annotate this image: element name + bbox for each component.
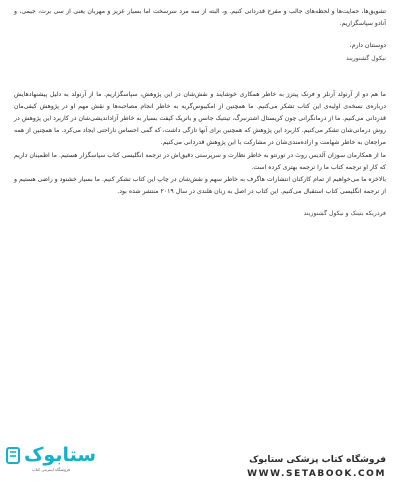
- store-footer: [0, 435, 400, 497]
- logo-wordmark: ستابوک: [23, 444, 97, 466]
- store-name: فروشگاه کتاب پزشکی ستابوک: [249, 455, 386, 465]
- opening-paragraph: تشویق‌ها، حمایت‌ها و لحظه‌های جالب و مفرح قدردانی کنیم. و، البته از سه مرد سرسخت اما بسیار عزیز و مهربان یعنی از سی برت، جیمی، و آنادو سپاسگزاریم.: [14, 8, 386, 28]
- page-text: [14, 6, 386, 220]
- first-signature: نیکول گشنوریند: [345, 54, 386, 62]
- book-icon: [6, 446, 20, 464]
- store-logo[interactable]: [12, 444, 97, 477]
- logo-subtitle: فروشگاه اینترنتی کتاب: [31, 467, 71, 472]
- spacer: [14, 198, 386, 208]
- store-url-link[interactable]: WWW.SETABOOK.COM: [247, 469, 386, 479]
- acknowledgment-paragraph-1: ما هم دو از آرنولد آرنلز و فرنک پیترز به خاطر همکاری خوشایند و نقش‌شان در این پژوهش، سپاسگزاریم. ما از آرنولد به دلیل پیشنهادهایش درباره‌ی نسخه‌ی اولیه‌ی این کتاب تشکر می‌کنیم. ما همچنین از امکیبوس‌گریه به خاطر انجام مصاحبه‌ها و نقش مهم او در پژوهش کیفی‌مان قدردانی می‌کنیم. ما از درمانگرانی چون کریستال اشترنبرگ، تینتیک جانس و باتریک کیفت بسیار به خاطر آزاداندیشی‌شان در کاربرد این پژوهش در روش درمانی‌شان تشکر می‌کنیم. کاربرد این پژوهش که همچنین برای آنها تازگی داشت، که گمی احساس ناراحتی ایجاد می‌کرد. ما همچنین از همه مراجعان به خاطر شهامت و اراده‌مندی‌شان در مشارکت با این پژوهش قدردانی می‌کنیم.: [14, 90, 386, 147]
- acknowledgment-paragraph-3: بالاخره ما می‌خواهیم از تمام کارکنان انتشارات هاگرف به خاطر سهم و نقش‌شان در چاپ این کتاب تشکر کنیم. ما بسیار خشنود و راضی هستیم و از ترجمه انگلیسی کتاب استقبال می‌کنیم. این کتاب در اصل به زبان هلندی در سال ۲۰۱۹ منتشر شده بود.: [14, 176, 386, 196]
- closing-line: دوستتان دارم،: [349, 42, 386, 50]
- spacer: [14, 65, 386, 89]
- acknowledgment-paragraph-2: ما از همکارمان سوزان آلدیس روث در تورنتو به خاطر نظارت و سرپرستی دقیق‌اش در ترجمه انگلیسی کتاب سپاسگزار هستیم. ما اطمینان داریم که کار او ترجمه کتاب ما را ترجمه بهتری کرده است.: [14, 151, 386, 171]
- spacer: [14, 30, 386, 40]
- final-signature: فردریکه بتینک و نیکول گشنوریند: [303, 210, 386, 218]
- logo-mark: [6, 445, 96, 465]
